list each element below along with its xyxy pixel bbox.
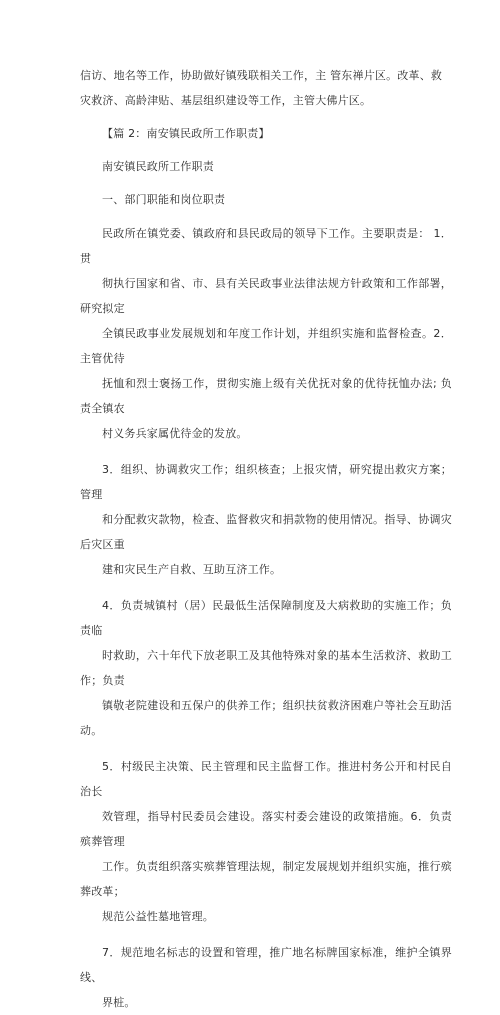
text-line: 5．村级民主决策、民主管理和民主监督工作。推进村务公开和村民自治长 bbox=[80, 760, 452, 798]
paragraph-continuation bbox=[80, 63, 452, 113]
text-line: 4．负责城镇村（居）民最低生活保障制度及大病救助的实施工作；负责临 bbox=[80, 599, 452, 637]
text-line: 灾救济、高龄津贴、基层组织建设等工作，主管大佛片区。 bbox=[80, 94, 372, 107]
text-line: 效管理，指导村民委员会建设。落实村委会建设的政策措施。6．负责殡葬管理 bbox=[80, 810, 452, 848]
text-line: 7．规范地名标志的设置和管理，推广地名标牌国家标准，维护全镇界线、 bbox=[80, 946, 452, 984]
text-line: 抚恤和烈士褒扬工作，贯彻实施上级有关优抚对象的优待抚恤办法; 负责全镇农 bbox=[80, 377, 452, 415]
text-line: 全镇民政事业发展规划和年度工作计划，并组织实施和监督检查。2．主管优待 bbox=[80, 327, 452, 365]
paragraph-duties-5-6 bbox=[80, 754, 452, 929]
text-line: 镇敬老院建设和五保户的供养工作；组织扶贫救济困难户等社会互助活动。 bbox=[80, 699, 452, 737]
text-line: 彻执行国家和省、市、县有关民政事业法律法规方针政策和工作部署，研究拟定 bbox=[80, 277, 452, 315]
paragraph-duty-7 bbox=[80, 940, 452, 1015]
document-title: 南安镇民政所工作职责 bbox=[102, 160, 214, 173]
text-line: 村义务兵家属优待金的发放。 bbox=[102, 427, 248, 440]
text-line: 信访、地名等工作，协助做好镇残联相关工作，主 管东禅片区。改革、救 bbox=[80, 69, 443, 82]
text-line: 建和灾民生产自救、互助互济工作。 bbox=[102, 563, 282, 576]
text-line: 和分配救灾款物，检查、监督救灾和捐款物的使用情况。指导、协调灾后灾区重 bbox=[80, 513, 452, 551]
text-line: 界桩。 bbox=[102, 996, 136, 1009]
text-line: 规范公益性墓地管理。 bbox=[102, 910, 214, 923]
text-line: 时救助，六十年代下放老职工及其他特殊对象的基本生活救济、救助工作；负责 bbox=[80, 649, 452, 687]
paragraph-duty-4 bbox=[80, 593, 452, 743]
paragraph-duties-1-2 bbox=[80, 221, 452, 446]
paragraph-duty-3 bbox=[80, 457, 452, 582]
text-line: 3．组织、协调救灾工作；组织核查；上报灾情，研究提出救灾方案；管理 bbox=[80, 463, 452, 501]
text-line: 工作。负责组织落实殡葬管理法规，制定发展规划并组织实施，推行殡葬改革； bbox=[80, 860, 452, 898]
section-heading: 【篇 2：南安镇民政所工作职责】 bbox=[102, 127, 270, 140]
subheading: 一、部门职能和岗位职责 bbox=[102, 193, 226, 206]
text-line: 民政所在镇党委、镇政府和县民政局的领导下工作。主要职责是： 1．贯 bbox=[80, 227, 452, 265]
